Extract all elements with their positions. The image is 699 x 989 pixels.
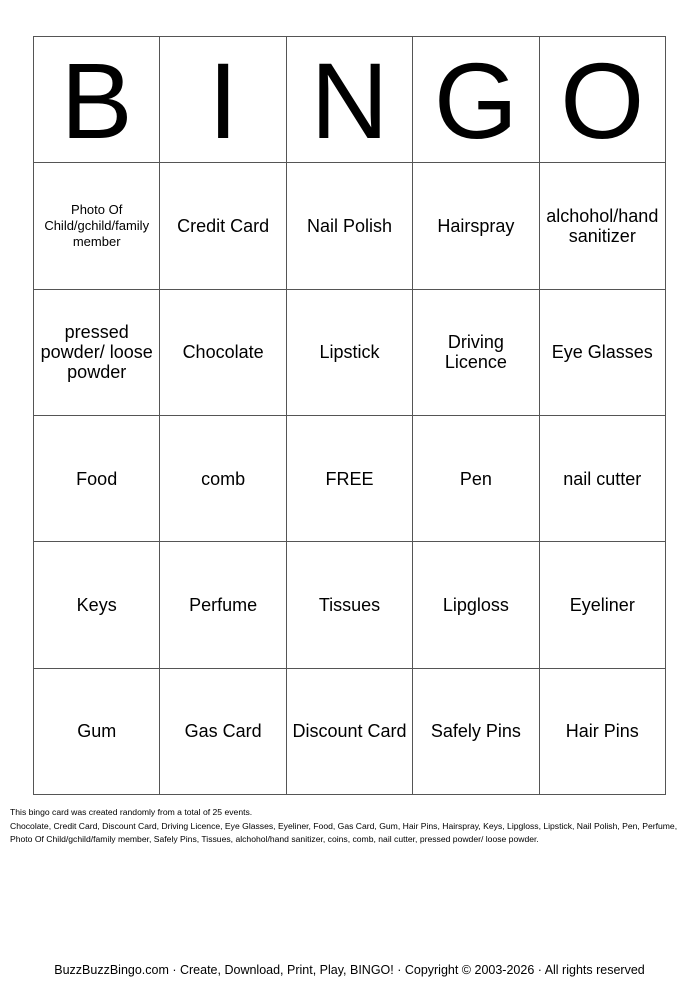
bingo-cell: Perfume xyxy=(160,542,286,668)
bingo-cell: Gum xyxy=(34,669,160,795)
bingo-cell: alchohol/hand sanitizer xyxy=(540,163,666,289)
bingo-cell: Tissues xyxy=(287,542,413,668)
bingo-cell: Lipstick xyxy=(287,290,413,416)
bingo-cell: Safely Pins xyxy=(413,669,539,795)
page-footer: BuzzBuzzBingo.com · Create, Download, Print, Play, BINGO! · Copyright © 2003-2026 · All rights reserved xyxy=(54,963,645,977)
card-info-events: Chocolate, Credit Card, Discount Card, Driving Licence, Eye Glasses, Eyeliner, Food, Gas Card, Gum, Hair Pins, Hairspray, Keys, Lipgloss, Lipstick, Nail Polish, Pen, Perfume, Photo Of Child/gchild/family member, Safely Pins, Tissues, alchohol/hand sanitizer, coins, comb, nail cutter, pressed powder/ loose powder. xyxy=(10,820,678,844)
bingo-cell: Pen xyxy=(413,416,539,542)
bingo-cell: Eyeliner xyxy=(540,542,666,668)
free-space-cell: FREE xyxy=(287,416,413,542)
bingo-card xyxy=(33,36,666,795)
header-letter-b: B xyxy=(34,37,160,163)
header-letter-i: I xyxy=(160,37,286,163)
bingo-cell: Nail Polish xyxy=(287,163,413,289)
bingo-cell: Credit Card xyxy=(160,163,286,289)
bingo-cell: Gas Card xyxy=(160,669,286,795)
bingo-cell: Driving Licence xyxy=(413,290,539,416)
bingo-cell: Hair Pins xyxy=(540,669,666,795)
bingo-cell: comb xyxy=(160,416,286,542)
bingo-cell: pressed powder/ loose powder xyxy=(34,290,160,416)
bingo-cell: Food xyxy=(34,416,160,542)
header-letter-n: N xyxy=(287,37,413,163)
bingo-cell: Keys xyxy=(34,542,160,668)
card-info-summary: This bingo card was created randomly from a total of 25 events. xyxy=(10,807,253,817)
bingo-cell: nail cutter xyxy=(540,416,666,542)
bingo-cell: Hairspray xyxy=(413,163,539,289)
header-letter-o: O xyxy=(540,37,666,163)
bingo-cell: Photo Of Child/gchild/family member xyxy=(34,163,160,289)
bingo-cell: Discount Card xyxy=(287,669,413,795)
bingo-cell: Chocolate xyxy=(160,290,286,416)
bingo-cell: Lipgloss xyxy=(413,542,539,668)
card-info xyxy=(10,806,690,847)
bingo-cell: Eye Glasses xyxy=(540,290,666,416)
header-letter-g: G xyxy=(413,37,539,163)
